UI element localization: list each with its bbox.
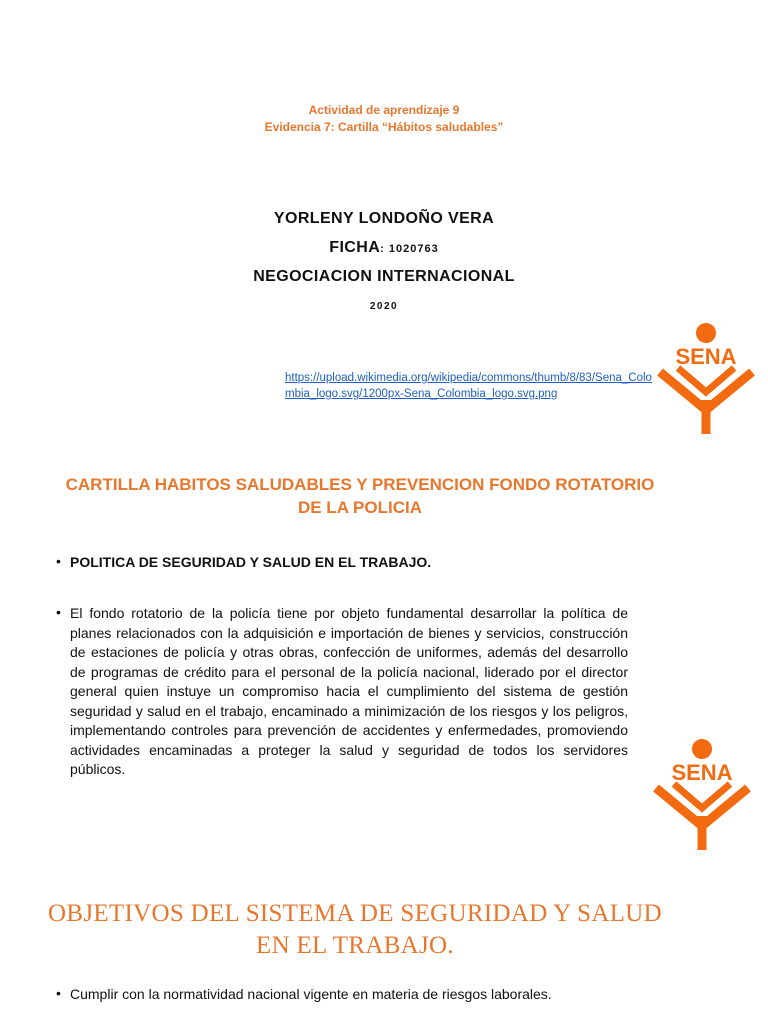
objetivos-title: OBJETIVOS DEL SISTEMA DE SEGURIDAD Y SALUD EN EL TRABAJO.	[48, 900, 662, 959]
bullet-text: Cumplir con la normatividad nacional vigente en materia de riesgos laborales.	[70, 986, 552, 1002]
sena-logo-text: SENA	[675, 344, 737, 369]
activity-title: Actividad de aprendizaje 9	[308, 103, 460, 117]
list-item	[56, 985, 616, 1005]
ficha-label: FICHA	[329, 239, 381, 256]
evidence-title: Evidencia 7: Cartilla “Hábitos saludables”	[264, 120, 504, 134]
bullet-text: POLITICA DE SEGURIDAD Y SALUD EN EL TRABAJO.	[70, 554, 432, 570]
bullet-icon: •	[56, 985, 61, 1001]
list-item	[56, 604, 628, 780]
sena-logo-icon	[654, 322, 758, 434]
source-link[interactable]: https://upload.wikimedia.org/wikipedia/commons/thumb/8/83/Sena_Colombia_logo.svg/1200px-Sena_Colombia_logo.svg.png	[285, 372, 652, 400]
sena-logo-text: SENA	[671, 760, 733, 785]
bullet-icon: •	[56, 604, 61, 620]
student-name: YORLENY LONDOÑO VERA	[273, 210, 495, 227]
list-item	[56, 553, 628, 573]
cartilla-title: CARTILLA HABITOS SALUDABLES Y PREVENCION FONDO ROTATORIO DE LA POLICIA	[65, 475, 655, 517]
year: 2020	[369, 301, 399, 312]
program-name: NEGOCIACION INTERNACIONAL	[253, 268, 515, 285]
ficha-number: : 1020763	[380, 243, 439, 255]
bullet-icon: •	[56, 553, 61, 569]
sena-logo-icon	[650, 738, 754, 850]
ficha-line	[0, 239, 768, 257]
bullet-text: El fondo rotatorio de la policía tiene por objeto fundamental desarrollar la política de planes relacionados con la adquisición e importación de bienes y servicios, construcción de estaciones de policía y otras obras, confección de uniformes, además del desarrollo de programas de crédito para el personal de la policía nacional, liderado por el director general quien instuye un compromiso hacia el cumplimiento del sistema de gestión seguridad y salud en el trabajo, encaminado a minimización de los riesgos y los peligros, implementando controles para prevención de accidentes y enfermedades, promoviendo actividades encaminadas a proteger la salud y seguridad de todos los servidores públicos.	[70, 605, 628, 777]
